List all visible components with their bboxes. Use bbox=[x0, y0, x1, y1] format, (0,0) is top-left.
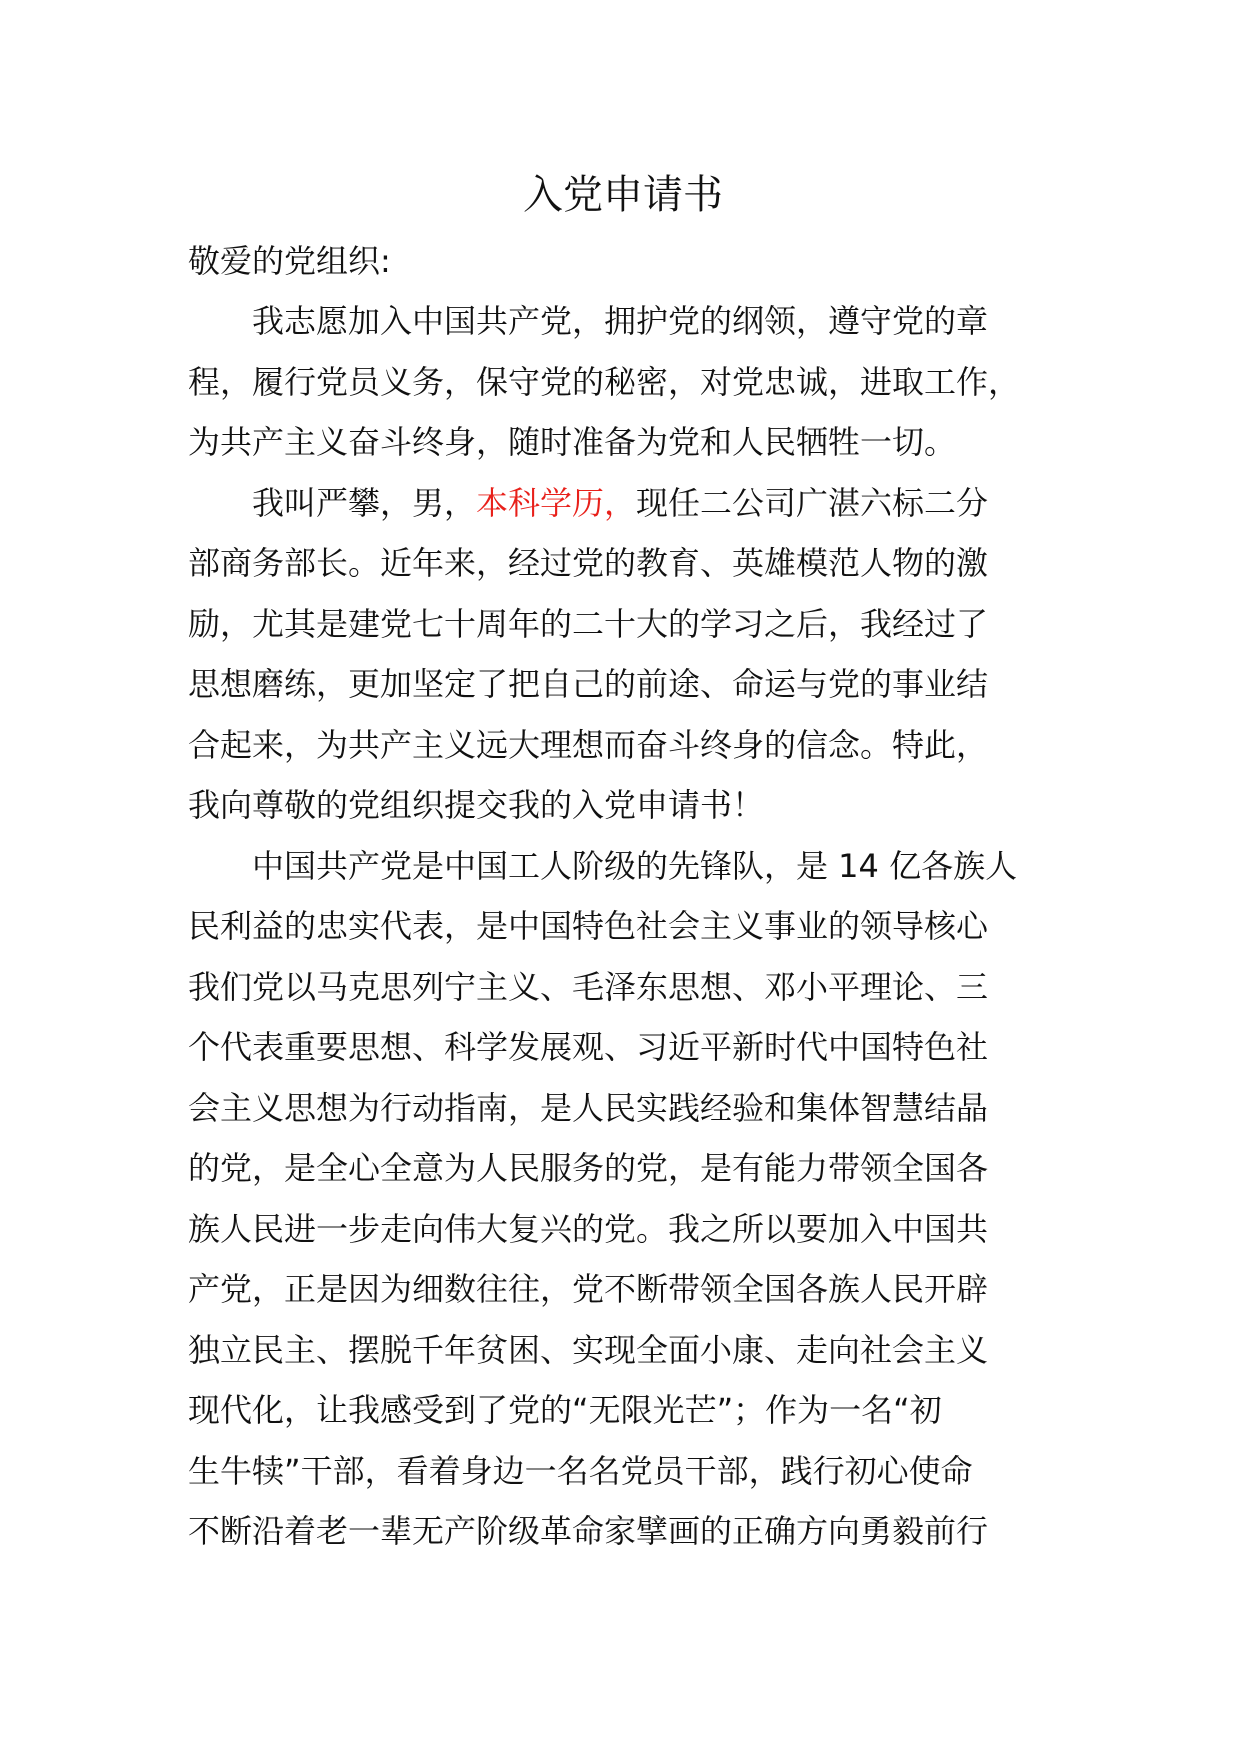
paragraph-line: 为共产主义奋斗终身，随时准备为党和人民牺牲一切。 bbox=[188, 423, 957, 461]
paragraph-line: 生牛犊”干部，看着身边一名名党员干部，践行初心使命 bbox=[188, 1451, 973, 1490]
paragraph-line: 我志愿加入中国共产党，拥护党的纲领，遵守党的章 bbox=[252, 302, 989, 340]
paragraph-party-intro bbox=[188, 836, 1058, 1562]
paragraph-line: 会主义思想为行动指南，是人民实践经验和集体智慧结晶 bbox=[188, 1088, 989, 1127]
paragraph-line: 现代化，让我感受到了党的“无限光芒”；作为一名“初 bbox=[188, 1391, 942, 1429]
salutation: 敬爱的党组织: bbox=[188, 242, 391, 280]
paragraph-line: 产党，正是因为细数往往，党不断带领全国各族人民开辟 bbox=[188, 1270, 989, 1308]
document-page bbox=[188, 165, 1058, 1562]
paragraph-line: 不断沿着老一辈无产阶级革命家擘画的正确方向勇毅前行 bbox=[188, 1512, 989, 1550]
paragraph-line: 思想磨练，更加坚定了把自己的前途、命运与党的事业结 bbox=[188, 665, 989, 703]
paragraph-line: 族人民进一步走向伟大复兴的党。我之所以要加入中国共 bbox=[188, 1209, 989, 1248]
paragraph-line: 民利益的忠实代表，是中国特色社会主义事业的领导核心 bbox=[188, 907, 989, 945]
education-highlight: 本科学历， bbox=[476, 483, 637, 522]
paragraph-line: 我们党以马克思列宁主义、毛泽东思想、邓小平理论、三 bbox=[188, 967, 989, 1006]
paragraph-self-intro bbox=[188, 473, 1018, 836]
paragraph-line: 中国共产党是中国工人阶级的先锋队，是 14 亿各族人 bbox=[252, 846, 1018, 885]
intro-text: 我叫严攀，男， bbox=[252, 483, 477, 522]
paragraph-line: 的党，是全心全意为人民服务的党，是有能力带领全国各 bbox=[188, 1149, 989, 1187]
paragraph-line bbox=[188, 473, 1018, 534]
paragraph-line: 独立民主、摆脱千年贫困、实现全面小康、走向社会主义 bbox=[188, 1330, 989, 1369]
paragraph-line: 个代表重要思想、科学发展观、习近平新时代中国特色社 bbox=[188, 1028, 989, 1066]
paragraph-pledge bbox=[188, 291, 1021, 473]
paragraph-line: 程，履行党员义务，保守党的秘密，对党忠诚，进取工作， bbox=[188, 362, 1021, 401]
document-title: 入党申请书 bbox=[523, 172, 723, 218]
paragraph-line: 我向尊敬的党组织提交我的入党申请书！ bbox=[188, 786, 765, 824]
paragraph-line: 合起来，为共产主义远大理想而奋斗终身的信念。特此， bbox=[188, 725, 989, 764]
paragraph-line: 部商务部长。近年来，经过党的教育、英雄模范人物的激 bbox=[188, 544, 989, 582]
intro-text: 现任二公司广湛六标二分 bbox=[636, 483, 989, 522]
paragraph-line: 励，尤其是建党七十周年的二十大的学习之后，我经过了 bbox=[188, 604, 989, 643]
